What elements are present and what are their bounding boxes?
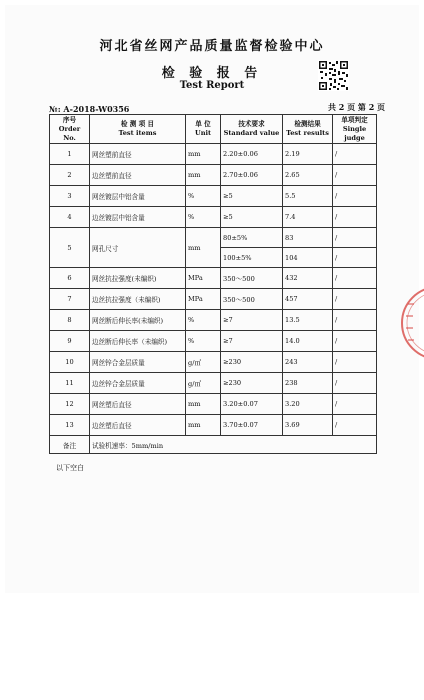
test-item: 网丝塑前直径 (90, 144, 186, 165)
standard-value: 350～500 (221, 289, 283, 310)
test-item: 网孔尺寸 (90, 228, 186, 268)
table-row (50, 394, 377, 415)
table-row (50, 165, 377, 186)
single-judge: / (333, 331, 377, 352)
end-of-report-text: 以下空白 (56, 464, 84, 472)
test-result: 7.4 (283, 207, 333, 228)
test-result: 83 (283, 228, 333, 248)
test-result: 2.19 (283, 144, 333, 165)
test-result: 14.0 (283, 331, 333, 352)
order-no: 12 (50, 394, 90, 415)
table-row (50, 207, 377, 228)
single-judge: / (333, 207, 377, 228)
test-item: 网丝断后伸长率(未编织) (90, 310, 186, 331)
single-judge: / (333, 310, 377, 331)
single-judge: / (333, 352, 377, 373)
standard-value: 80±5% (221, 228, 283, 248)
test-result: 3.20 (283, 394, 333, 415)
unit: g/㎡ (186, 373, 221, 394)
test-item: 边丝断后伸长率（未编织) (90, 331, 186, 352)
table-row (50, 331, 377, 352)
standard-value: 2.20±0.06 (221, 144, 283, 165)
qr-code-icon (318, 60, 349, 91)
order-no: 2 (50, 165, 90, 186)
standard-value: ≥7 (221, 310, 283, 331)
order-no: 6 (50, 268, 90, 289)
page-indicator: 共 2 页 第 2 页 (328, 102, 386, 112)
unit: % (186, 186, 221, 207)
test-item: 边丝锌合金层质量 (90, 373, 186, 394)
official-seal-icon (398, 282, 424, 364)
unit: mm (186, 228, 221, 268)
standard-value: 2.70±0.06 (221, 165, 283, 186)
test-result: 432 (283, 268, 333, 289)
report-title-en: Test Report (179, 80, 245, 91)
test-item: 边丝塑前直径 (90, 165, 186, 186)
unit: MPa (186, 268, 221, 289)
report-number: №: A-2018-W0356 (49, 104, 130, 114)
unit: % (186, 207, 221, 228)
table-row (50, 310, 377, 331)
order-no: 1 (50, 144, 90, 165)
unit: mm (186, 394, 221, 415)
standard-value: ≥7 (221, 331, 283, 352)
test-result: 2.65 (283, 165, 333, 186)
header-unit: 单 位 Unit (186, 115, 221, 144)
single-judge: / (333, 373, 377, 394)
unit: % (186, 331, 221, 352)
test-item: 网丝抗拉强度(未编织) (90, 268, 186, 289)
standard-value: 100±5% (221, 248, 283, 268)
note-label: 备注 (50, 436, 90, 454)
unit: mm (186, 415, 221, 436)
order-no: 8 (50, 310, 90, 331)
test-result: 104 (283, 248, 333, 268)
standard-value: 3.20±0.07 (221, 394, 283, 415)
test-result: 243 (283, 352, 333, 373)
header-standard-value: 技术要求 Standard value (221, 115, 283, 144)
single-judge: / (333, 228, 377, 248)
table-row (50, 228, 377, 248)
single-judge: / (333, 248, 377, 268)
unit: % (186, 310, 221, 331)
table-row (50, 289, 377, 310)
test-item: 网丝镀层中铝含量 (90, 186, 186, 207)
unit: MPa (186, 289, 221, 310)
order-no: 5 (50, 228, 90, 268)
test-result: 5.5 (283, 186, 333, 207)
order-no: 11 (50, 373, 90, 394)
order-no: 13 (50, 415, 90, 436)
note-text: 试验机速率：5mm/min (90, 436, 377, 454)
order-no: 9 (50, 331, 90, 352)
unit: mm (186, 144, 221, 165)
header-test-results: 检测结果 Test results (283, 115, 333, 144)
standard-value: ≥5 (221, 186, 283, 207)
standard-value: 350～500 (221, 268, 283, 289)
table-row (50, 186, 377, 207)
order-no: 7 (50, 289, 90, 310)
standard-value: ≥5 (221, 207, 283, 228)
order-no: 4 (50, 207, 90, 228)
test-result: 238 (283, 373, 333, 394)
single-judge: / (333, 268, 377, 289)
results-table (49, 114, 377, 454)
order-no: 3 (50, 186, 90, 207)
table-header-row (50, 115, 377, 144)
standard-value: 3.70±0.07 (221, 415, 283, 436)
test-item: 边丝镀层中铝含量 (90, 207, 186, 228)
test-item: 边丝塑后直径 (90, 415, 186, 436)
table-row (50, 415, 377, 436)
single-judge: / (333, 415, 377, 436)
header-test-items: 检 测 项 目 Test items (90, 115, 186, 144)
report-title-cn: 检 验 报 告 (161, 66, 263, 81)
order-no: 10 (50, 352, 90, 373)
test-result: 457 (283, 289, 333, 310)
standard-value: ≥230 (221, 373, 283, 394)
test-result: 13.5 (283, 310, 333, 331)
header-single-judge: 单项判定 Single judge (333, 115, 377, 144)
unit: mm (186, 165, 221, 186)
table-row (50, 352, 377, 373)
institution-name: 河北省丝网产品质量监督检验中心 (99, 39, 325, 54)
header-order-no: 序号 Order No. (50, 115, 90, 144)
table-row (50, 268, 377, 289)
table-row (50, 373, 377, 394)
test-item: 网丝塑后直径 (90, 394, 186, 415)
test-item: 边丝抗拉强度（未编织) (90, 289, 186, 310)
test-result: 3.69 (283, 415, 333, 436)
single-judge: / (333, 394, 377, 415)
single-judge: / (333, 289, 377, 310)
note-row (50, 436, 377, 454)
single-judge: / (333, 165, 377, 186)
single-judge: / (333, 144, 377, 165)
test-item: 网丝锌合金层质量 (90, 352, 186, 373)
table-row (50, 144, 377, 165)
single-judge: / (333, 186, 377, 207)
standard-value: ≥230 (221, 352, 283, 373)
unit: g/㎡ (186, 352, 221, 373)
